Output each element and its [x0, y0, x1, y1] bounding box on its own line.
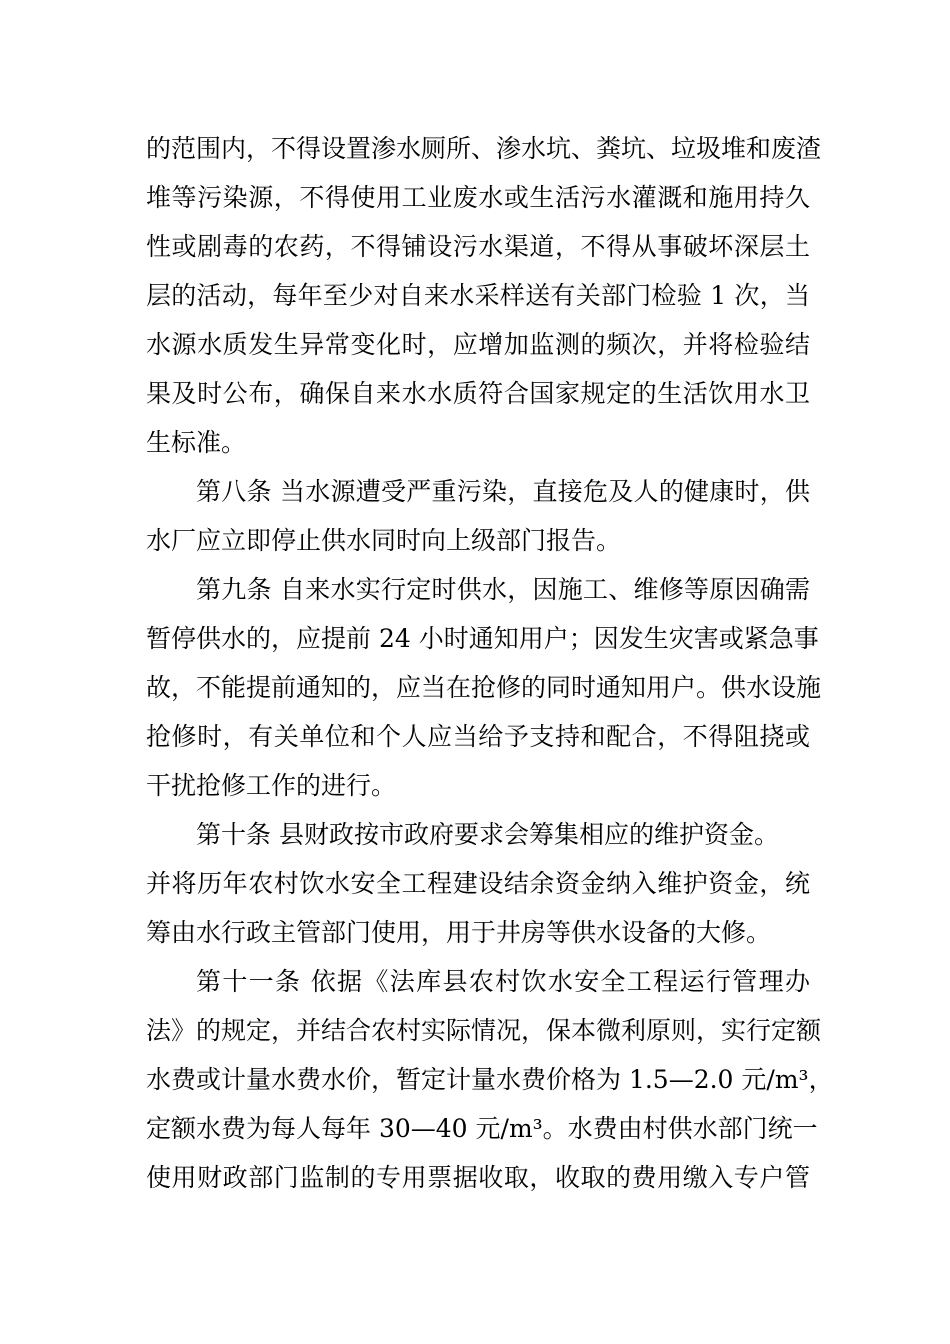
text-line: 抢修时，有关单位和个人应当给予支持和配合，不得阻挠或 [146, 722, 810, 751]
article-11-heading-line: 第十一条 依据《法库县农村饮水安全工程运行管理办 [196, 967, 810, 996]
text-line: 筹由水行政主管部门使用，用于井房等供水设备的大修。 [146, 918, 772, 947]
text-line: 法》的规定，并结合农村实际情况，保本微利原则，实行定额 [146, 1016, 822, 1045]
article-10-heading-line: 第十条 县财政按市政府要求会筹集相应的维护资金。 [196, 820, 779, 849]
text-line: 水厂应立即停止供水同时向上级部门报告。 [146, 526, 622, 555]
text-line: 性或剧毒的农药，不得铺设污水渠道，不得从事破坏深层土 [146, 232, 810, 261]
text-line: 堆等污染源，不得使用工业废水或生活污水灌溉和施用持久 [146, 183, 810, 212]
article-8-heading-line: 第八条 当水源遭受严重污染，直接危及人的健康时，供 [196, 477, 810, 506]
text-line: 层的活动，每年至少对自来水采样送有关部门检验 1 次，当 [146, 281, 810, 310]
article-9-heading-line: 第九条 自来水实行定时供水，因施工、维修等原因确需 [196, 575, 810, 604]
text-line: 水费或计量水费水价，暂定计量水费价格为 1.5—2.0 元/m³， [146, 1065, 834, 1094]
text-line: 故，不能提前通知的，应当在抢修的同时通知用户。供水设施 [146, 673, 822, 702]
text-line: 定额水费为每人每年 30—40 元/m³。水费由村供水部门统一 [146, 1114, 818, 1143]
text-line: 干扰抢修工作的进行。 [146, 771, 397, 800]
text-line: 使用财政部门监制的专用票据收取，收取的费用缴入专户管 [146, 1163, 810, 1192]
text-line: 果及时公布，确保自来水水质符合国家规定的生活饮用水卫 [146, 379, 810, 408]
text-line: 并将历年农村饮水安全工程建设结余资金纳入维护资金，统 [146, 869, 810, 898]
text-line: 暂停供水的，应提前 24 小时通知用户；因发生灾害或紧急事 [146, 624, 819, 653]
text-line: 水源水质发生异常变化时，应增加监测的频次，并将检验结 [146, 330, 810, 359]
text-line: 生标准。 [146, 428, 247, 457]
body-text [146, 124, 834, 1202]
text-line: 的范围内，不得设置渗水厕所、渗水坑、粪坑、垃圾堆和废渣 [146, 134, 822, 163]
